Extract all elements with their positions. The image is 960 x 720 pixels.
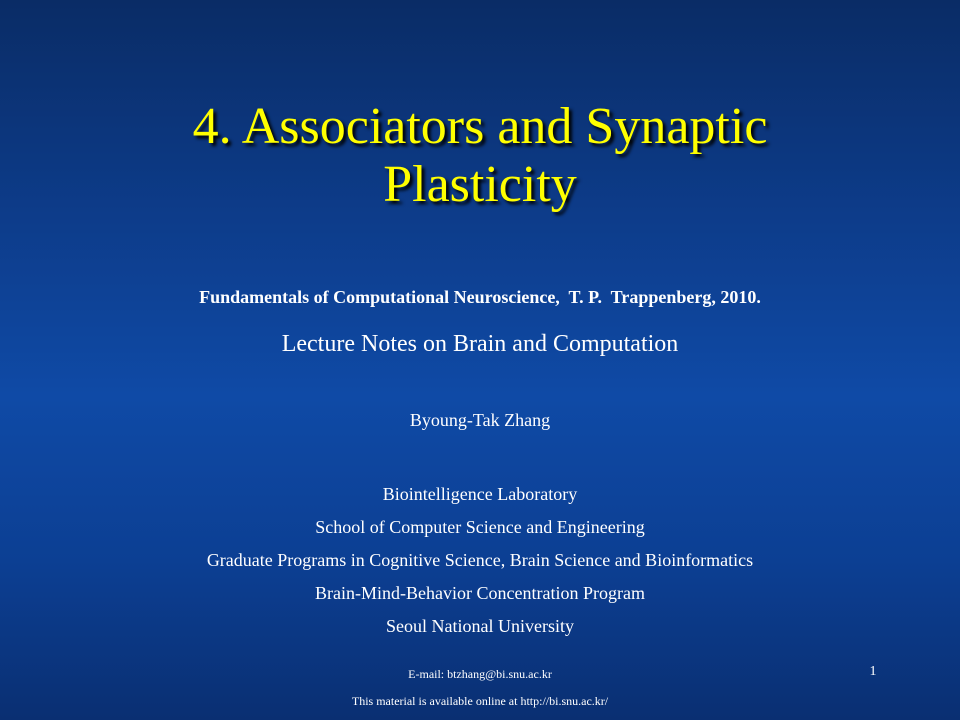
slide-subtitle: Lecture Notes on Brain and Computation [281, 331, 679, 357]
book-reference: Fundamentals of Computational Neuroscience, T. P. Trappenberg, 2010. [199, 287, 761, 307]
online-availability-note: This material is available online at http://bi.snu.ac.kr/ [351, 694, 609, 708]
affiliation-graduate-programs: Graduate Programs in Cognitive Science, Brain Science and Bioinformatics [206, 550, 754, 570]
affiliation-lab: Biointelligence Laboratory [382, 484, 578, 504]
affiliation-school: School of Computer Science and Engineering [315, 517, 645, 537]
affiliation-concentration-program: Brain-Mind-Behavior Concentration Program [315, 583, 645, 603]
contact-email: E-mail: btzhang@bi.snu.ac.kr [408, 667, 552, 681]
affiliation-university: Seoul National University [386, 616, 574, 636]
title-line-2: Plasticity [383, 156, 577, 213]
slide-title [60, 98, 900, 214]
page-number: 1 [869, 664, 877, 679]
title-line-1: 4. Associators and Synaptic [192, 98, 768, 155]
affiliations [20, 478, 940, 643]
author-name: Byoung-Tak Zhang [409, 410, 551, 430]
